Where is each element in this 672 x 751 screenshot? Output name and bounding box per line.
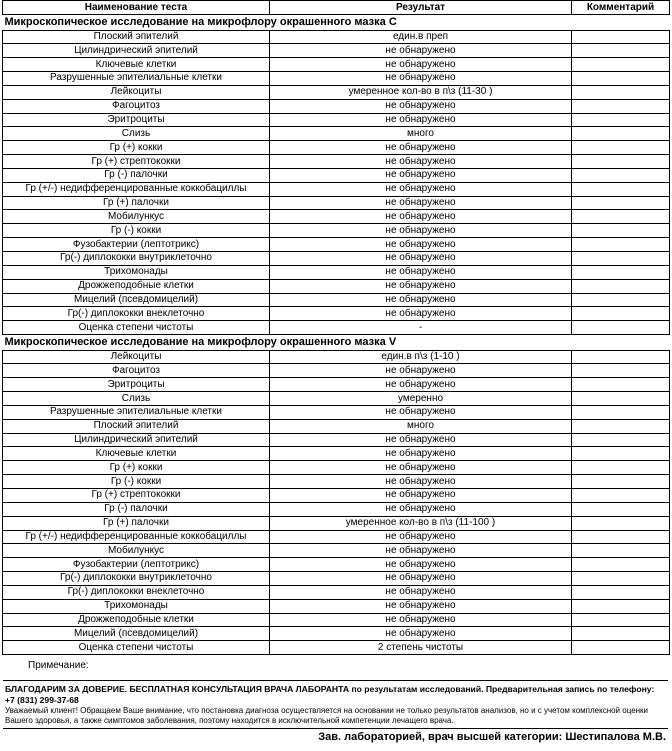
test-name-cell: Слизь bbox=[3, 127, 270, 141]
test-name-cell: Цилиндрический эпителий bbox=[3, 44, 270, 58]
result-cell: не обнаружено bbox=[270, 58, 572, 72]
comment-cell bbox=[572, 141, 670, 155]
table-row bbox=[3, 392, 670, 406]
table-row bbox=[3, 72, 670, 86]
results-table bbox=[2, 0, 670, 655]
table-row bbox=[3, 58, 670, 72]
test-name-cell: Гр (-) палочки bbox=[3, 168, 270, 182]
result-cell: не обнаружено bbox=[270, 364, 572, 378]
test-name-cell: Плоский эпителий bbox=[3, 419, 270, 433]
result-cell: не обнаружено bbox=[270, 44, 572, 58]
result-cell: не обнаружено bbox=[270, 572, 572, 586]
test-name-cell: Мобилункус bbox=[3, 544, 270, 558]
result-cell: умеренно bbox=[270, 392, 572, 406]
signature: Зав. лабораторией, врач высшей категории: Шестипалова М.В. bbox=[318, 731, 666, 743]
test-name-cell: Плоский эпителий bbox=[3, 30, 270, 44]
comment-cell bbox=[572, 127, 670, 141]
result-cell: не обнаружено bbox=[270, 279, 572, 293]
test-name-cell: Гр (+) кокки bbox=[3, 461, 270, 475]
comment-cell bbox=[572, 293, 670, 307]
result-cell: не обнаружено bbox=[270, 378, 572, 392]
result-cell: не обнаружено bbox=[270, 530, 572, 544]
table-row bbox=[3, 155, 670, 169]
result-cell: не обнаружено bbox=[270, 252, 572, 266]
table-row bbox=[3, 378, 670, 392]
test-name-cell: Ключевые клетки bbox=[3, 447, 270, 461]
test-name-cell: Гр(-) диплококки внутриклеточно bbox=[3, 572, 270, 586]
result-cell: не обнаружено bbox=[270, 544, 572, 558]
comment-cell bbox=[572, 489, 670, 503]
table-row bbox=[3, 489, 670, 503]
test-name-cell: Фузобактерии (лептотрикс) bbox=[3, 558, 270, 572]
section-title-row bbox=[3, 335, 670, 351]
test-name-cell: Мицелий (псевдомицелий) bbox=[3, 627, 270, 641]
comment-cell bbox=[572, 502, 670, 516]
comment-cell bbox=[572, 378, 670, 392]
comment-cell bbox=[572, 572, 670, 586]
table-row bbox=[3, 627, 670, 641]
test-name-cell: Гр (-) палочки bbox=[3, 502, 270, 516]
header-result: Результат bbox=[270, 1, 572, 15]
section-title: Микроскопическое исследование на микрофлору окрашенного мазка V bbox=[3, 335, 670, 351]
result-cell: не обнаружено bbox=[270, 613, 572, 627]
table-row bbox=[3, 224, 670, 238]
test-name-cell: Гр (+) палочки bbox=[3, 196, 270, 210]
section-title: Микроскопическое исследование на микрофлору окрашенного мазка С bbox=[3, 15, 670, 31]
result-cell: не обнаружено bbox=[270, 141, 572, 155]
table-row bbox=[3, 419, 670, 433]
result-cell: не обнаружено bbox=[270, 168, 572, 182]
test-name-cell: Гр(-) диплококки внеклеточно bbox=[3, 585, 270, 599]
result-cell: не обнаружено bbox=[270, 558, 572, 572]
comment-cell bbox=[572, 238, 670, 252]
comment-cell bbox=[572, 44, 670, 58]
table-row bbox=[3, 572, 670, 586]
comment-cell bbox=[572, 613, 670, 627]
test-name-cell: Фагоцитоз bbox=[3, 364, 270, 378]
result-cell: - bbox=[270, 321, 572, 335]
table-row bbox=[3, 558, 670, 572]
table-row bbox=[3, 210, 670, 224]
table-row bbox=[3, 30, 670, 44]
note-label: Примечание: bbox=[28, 660, 89, 671]
header-test-name: Наименование теста bbox=[3, 1, 270, 15]
table-row bbox=[3, 544, 670, 558]
test-name-cell: Разрушенные эпителиальные клетки bbox=[3, 405, 270, 419]
table-row bbox=[3, 447, 670, 461]
table-row bbox=[3, 599, 670, 613]
result-cell: не обнаружено bbox=[270, 307, 572, 321]
comment-cell bbox=[572, 155, 670, 169]
comment-cell bbox=[572, 182, 670, 196]
test-name-cell: Гр (+) кокки bbox=[3, 141, 270, 155]
result-cell: не обнаружено bbox=[270, 182, 572, 196]
test-name-cell: Эритроциты bbox=[3, 113, 270, 127]
test-name-cell: Гр (+) стрептококки bbox=[3, 155, 270, 169]
test-name-cell: Гр (+/-) недифференцированные коккобациллы bbox=[3, 182, 270, 196]
table-row bbox=[3, 641, 670, 655]
table-row bbox=[3, 475, 670, 489]
test-name-cell: Разрушенные эпителиальные клетки bbox=[3, 72, 270, 86]
result-cell: не обнаружено bbox=[270, 475, 572, 489]
test-name-cell: Трихомонады bbox=[3, 599, 270, 613]
test-name-cell: Гр (-) кокки bbox=[3, 475, 270, 489]
comment-cell bbox=[572, 516, 670, 530]
test-name-cell: Гр (+) палочки bbox=[3, 516, 270, 530]
test-name-cell: Слизь bbox=[3, 392, 270, 406]
comment-cell bbox=[572, 252, 670, 266]
header-comment: Комментарий bbox=[572, 1, 670, 15]
table-row bbox=[3, 530, 670, 544]
comment-cell bbox=[572, 321, 670, 335]
comment-cell bbox=[572, 419, 670, 433]
test-name-cell: Гр (-) кокки bbox=[3, 224, 270, 238]
comment-cell bbox=[572, 392, 670, 406]
result-cell: много bbox=[270, 127, 572, 141]
notice-block bbox=[3, 680, 668, 729]
notice-text: Уважаемый клиент! Обращаем Ваше внимание, что постановка диагноза осуществляется на основании не только результатов анализов, но и с учетом комплексной оценки Вашего здоровья, а также симптомов заболевания, поэтому находится в исключительной компетенции лечащего врача. bbox=[5, 706, 649, 725]
test-name-cell: Мицелий (псевдомицелий) bbox=[3, 293, 270, 307]
comment-cell bbox=[572, 224, 670, 238]
result-cell: не обнаружено bbox=[270, 405, 572, 419]
comment-cell bbox=[572, 364, 670, 378]
result-cell: не обнаружено bbox=[270, 599, 572, 613]
comment-cell bbox=[572, 405, 670, 419]
result-cell: не обнаружено bbox=[270, 265, 572, 279]
table-header-row bbox=[3, 1, 670, 15]
result-cell: не обнаружено bbox=[270, 72, 572, 86]
table-row bbox=[3, 44, 670, 58]
test-name-cell: Трихомонады bbox=[3, 265, 270, 279]
result-cell: не обнаружено bbox=[270, 627, 572, 641]
table-row bbox=[3, 168, 670, 182]
table-row bbox=[3, 252, 670, 266]
test-name-cell: Фузобактерии (лептотрикс) bbox=[3, 238, 270, 252]
result-cell: умеренное кол-во в п\з (11-30 ) bbox=[270, 85, 572, 99]
table-row bbox=[3, 99, 670, 113]
result-cell: умеренное кол-во в п\з (11-100 ) bbox=[270, 516, 572, 530]
result-cell: не обнаружено bbox=[270, 238, 572, 252]
result-cell: не обнаружено bbox=[270, 502, 572, 516]
test-name-cell: Лейкоциты bbox=[3, 85, 270, 99]
section-title-row bbox=[3, 15, 670, 31]
test-name-cell: Гр(-) диплококки внутриклеточно bbox=[3, 252, 270, 266]
result-cell: не обнаружено bbox=[270, 113, 572, 127]
table-row bbox=[3, 293, 670, 307]
comment-cell bbox=[572, 72, 670, 86]
comment-cell bbox=[572, 433, 670, 447]
comment-cell bbox=[572, 30, 670, 44]
notice-title: БЛАГОДАРИМ ЗА ДОВЕРИЕ. БЕСПЛАТНАЯ КОНСУЛЬТАЦИЯ ВРАЧА ЛАБОРАНТА по результатам исследований. Предварительная запись по телефону: +7 (831) 299-37-68 bbox=[5, 684, 655, 705]
comment-cell bbox=[572, 544, 670, 558]
comment-cell bbox=[572, 530, 670, 544]
table-row bbox=[3, 405, 670, 419]
comment-cell bbox=[572, 113, 670, 127]
result-cell: не обнаружено bbox=[270, 293, 572, 307]
table-row bbox=[3, 127, 670, 141]
comment-cell bbox=[572, 265, 670, 279]
table-row bbox=[3, 502, 670, 516]
test-name-cell: Мобилункус bbox=[3, 210, 270, 224]
test-name-cell: Гр(-) диплококки внеклеточно bbox=[3, 307, 270, 321]
table-row bbox=[3, 613, 670, 627]
comment-cell bbox=[572, 558, 670, 572]
table-row bbox=[3, 113, 670, 127]
result-cell: много bbox=[270, 419, 572, 433]
comment-cell bbox=[572, 85, 670, 99]
table-row bbox=[3, 307, 670, 321]
table-row bbox=[3, 321, 670, 335]
comment-cell bbox=[572, 58, 670, 72]
table-row bbox=[3, 141, 670, 155]
table-row bbox=[3, 516, 670, 530]
table-row bbox=[3, 182, 670, 196]
table-row bbox=[3, 433, 670, 447]
test-name-cell: Дрожжеподобные клетки bbox=[3, 279, 270, 293]
test-name-cell: Гр (+/-) недифференцированные коккобациллы bbox=[3, 530, 270, 544]
test-name-cell: Фагоцитоз bbox=[3, 99, 270, 113]
test-name-cell: Дрожжеподобные клетки bbox=[3, 613, 270, 627]
comment-cell bbox=[572, 447, 670, 461]
result-cell: не обнаружено bbox=[270, 433, 572, 447]
table-row bbox=[3, 585, 670, 599]
test-name-cell: Оценка степени чистоты bbox=[3, 321, 270, 335]
comment-cell bbox=[572, 350, 670, 364]
result-cell: един.в п\з (1-10 ) bbox=[270, 350, 572, 364]
test-name-cell: Цилиндрический эпителий bbox=[3, 433, 270, 447]
comment-cell bbox=[572, 279, 670, 293]
table-row bbox=[3, 364, 670, 378]
test-name-cell: Гр (+) стрептококки bbox=[3, 489, 270, 503]
table-row bbox=[3, 85, 670, 99]
test-name-cell: Ключевые клетки bbox=[3, 58, 270, 72]
result-cell: не обнаружено bbox=[270, 99, 572, 113]
comment-cell bbox=[572, 599, 670, 613]
result-cell: не обнаружено bbox=[270, 489, 572, 503]
table-row bbox=[3, 196, 670, 210]
comment-cell bbox=[572, 641, 670, 655]
table-row bbox=[3, 350, 670, 364]
table-row bbox=[3, 238, 670, 252]
test-name-cell: Оценка степени чистоты bbox=[3, 641, 270, 655]
comment-cell bbox=[572, 196, 670, 210]
result-cell: 2 степень чистоты bbox=[270, 641, 572, 655]
result-cell: не обнаружено bbox=[270, 461, 572, 475]
comment-cell bbox=[572, 210, 670, 224]
test-name-cell: Лейкоциты bbox=[3, 350, 270, 364]
result-cell: не обнаружено bbox=[270, 224, 572, 238]
comment-cell bbox=[572, 461, 670, 475]
comment-cell bbox=[572, 475, 670, 489]
result-cell: не обнаружено bbox=[270, 585, 572, 599]
table-row bbox=[3, 279, 670, 293]
result-cell: не обнаружено bbox=[270, 447, 572, 461]
table-row bbox=[3, 265, 670, 279]
table-row bbox=[3, 461, 670, 475]
result-cell: не обнаружено bbox=[270, 210, 572, 224]
test-name-cell: Эритроциты bbox=[3, 378, 270, 392]
result-cell: не обнаружено bbox=[270, 196, 572, 210]
comment-cell bbox=[572, 585, 670, 599]
result-cell: не обнаружено bbox=[270, 155, 572, 169]
comment-cell bbox=[572, 168, 670, 182]
result-cell: един.в преп bbox=[270, 30, 572, 44]
comment-cell bbox=[572, 627, 670, 641]
comment-cell bbox=[572, 307, 670, 321]
comment-cell bbox=[572, 99, 670, 113]
